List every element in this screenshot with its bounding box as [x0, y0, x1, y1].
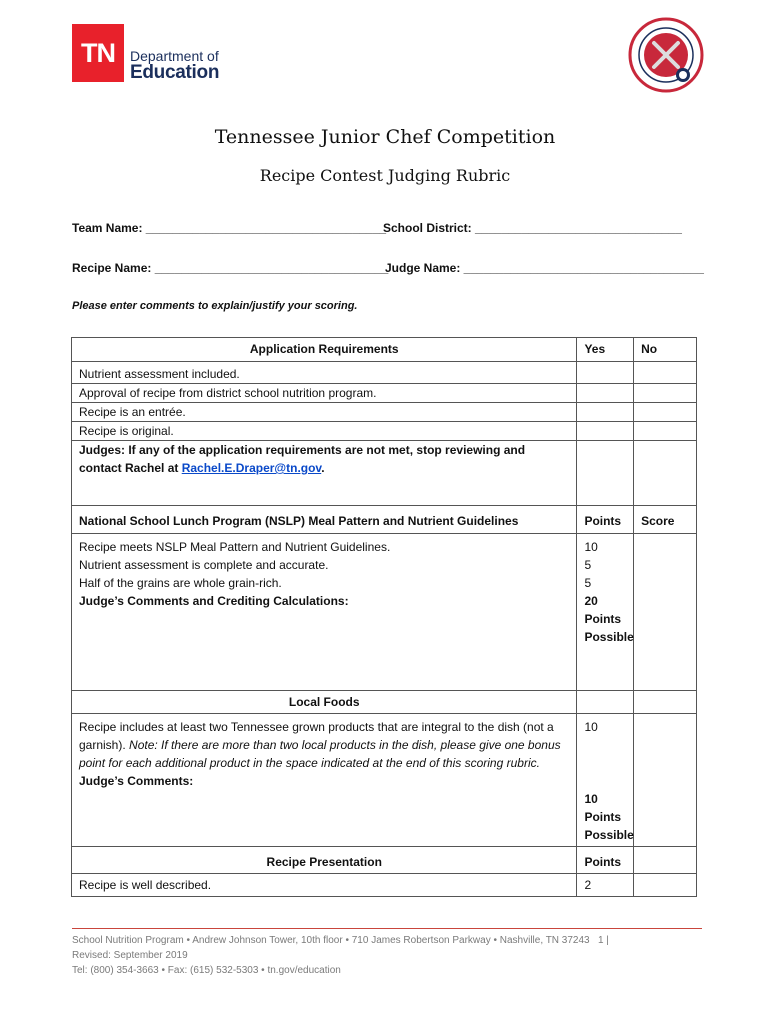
document-title: Tennessee Junior Chef Competition	[214, 126, 556, 148]
score-column-header: Score	[634, 506, 697, 534]
yes-cell[interactable]	[577, 422, 634, 441]
table-row	[72, 874, 697, 897]
table-row	[72, 403, 697, 422]
table-row	[72, 362, 697, 384]
footer-divider	[72, 928, 702, 929]
points-cell	[577, 714, 634, 847]
points-value: 10	[584, 540, 598, 554]
score-column-header	[634, 847, 697, 874]
criterion-label: Recipe includes at least two Tennessee grown products that are integral to the dish (not a garnish).	[79, 720, 554, 752]
criterion-cell	[72, 534, 577, 691]
no-cell[interactable]	[634, 441, 697, 506]
document-subtitle: Recipe Contest Judging Rubric	[259, 166, 511, 185]
score-cell[interactable]	[634, 534, 697, 691]
judges-note-cell	[72, 441, 577, 506]
points-value: 2	[577, 874, 634, 897]
points-value: 10	[584, 720, 598, 734]
yes-cell[interactable]	[577, 441, 634, 506]
yes-cell[interactable]	[577, 403, 634, 422]
logo-department-text: Department of	[130, 48, 219, 64]
table-row	[72, 534, 697, 691]
no-column-header: No	[634, 338, 697, 362]
email-link[interactable]: Rachel.E.Draper@tn.gov	[181, 461, 322, 475]
no-cell[interactable]	[634, 422, 697, 441]
list-item: Recipe is original.	[79, 424, 174, 438]
list-item: Nutrient assessment included.	[79, 367, 240, 381]
points-value: 5	[584, 576, 592, 590]
comments-label: Judge’s Comments:	[79, 774, 194, 788]
points-possible: 10 Points Possible	[584, 792, 634, 842]
criterion-label: Recipe meets NSLP Meal Pattern and Nutrient Guidelines.	[79, 540, 391, 554]
criterion-label: Nutrient assessment is complete and accurate.	[79, 558, 329, 572]
points-column-header: Points	[577, 506, 634, 534]
school-district-field[interactable]: School District: _______________________________	[383, 221, 682, 235]
score-column-header	[634, 691, 697, 714]
judges-note-suffix: .	[321, 461, 325, 475]
criterion-label: Recipe is well described.	[72, 874, 577, 897]
criterion-note: Note: If there are more than two local products in the dish, please give one bonus point for each additional product in the space indicated at the end of this scoring rubric.	[79, 738, 561, 770]
footer-contact: Tel: (800) 354-3663 • Fax: (615) 532-5303 • tn.gov/education	[72, 965, 341, 976]
table-row	[72, 441, 697, 506]
local-foods-header-row	[72, 691, 697, 714]
criterion-text	[79, 718, 569, 772]
table-row	[72, 714, 697, 847]
requirement-cell	[72, 422, 577, 441]
list-item: Recipe is an entrée.	[79, 405, 186, 419]
requirement-cell	[72, 384, 577, 403]
footer-revised: Revised: September 2019	[72, 950, 188, 961]
footer-address	[72, 935, 609, 946]
tn-logo: TN	[72, 24, 124, 82]
footer-address-text: School Nutrition Program • Andrew Johnson Tower, 10th floor • 710 James Robertson Parkway • Nashville, TN 37243	[72, 935, 590, 946]
score-cell[interactable]	[634, 874, 697, 897]
points-value: 5	[584, 558, 592, 572]
section-header: Application Requirements	[72, 338, 577, 362]
table-row	[72, 422, 697, 441]
points-column-header	[577, 691, 634, 714]
points-cell	[577, 534, 634, 691]
team-name-field[interactable]: Team Name: ____________________________________	[72, 221, 387, 235]
junior-chef-seal-icon	[628, 17, 704, 93]
score-cell[interactable]	[634, 714, 697, 847]
table-row	[72, 384, 697, 403]
yes-cell[interactable]	[577, 384, 634, 403]
requirement-cell	[72, 403, 577, 422]
criterion-label: Half of the grains are whole grain-rich.	[79, 576, 282, 590]
judges-note-text: Judges: If any of the application requirements are not met, stop reviewing and contact Rachel at	[79, 443, 526, 475]
page-number: 1 |	[597, 935, 609, 946]
section-header: Local Foods	[72, 691, 577, 714]
section-header: Recipe Presentation	[72, 847, 577, 874]
points-possible: 20 Points Possible	[584, 594, 634, 644]
yes-cell[interactable]	[577, 362, 634, 384]
points-column-header: Points	[577, 847, 634, 874]
list-item: Approval of recipe from district school nutrition program.	[79, 386, 377, 400]
instruction-note: Please enter comments to explain/justify your scoring.	[72, 300, 358, 312]
yes-column-header: Yes	[577, 338, 634, 362]
recipe-presentation-header-row	[72, 847, 697, 874]
comments-label: Judge’s Comments and Crediting Calculations:	[79, 594, 349, 608]
no-cell[interactable]	[634, 384, 697, 403]
no-cell[interactable]	[634, 403, 697, 422]
rubric-table	[71, 337, 697, 897]
nslp-header-row	[72, 506, 697, 534]
application-requirements-header-row	[72, 338, 697, 362]
section-header: National School Lunch Program (NSLP) Meal Pattern and Nutrient Guidelines	[72, 506, 577, 534]
logo-education-text: Education	[130, 62, 220, 83]
criterion-cell	[72, 714, 577, 847]
requirement-cell	[72, 362, 577, 384]
recipe-name-field[interactable]: Recipe Name: ___________________________________	[72, 261, 389, 275]
no-cell[interactable]	[634, 362, 697, 384]
judge-name-field[interactable]: Judge Name: ____________________________________	[385, 261, 704, 275]
